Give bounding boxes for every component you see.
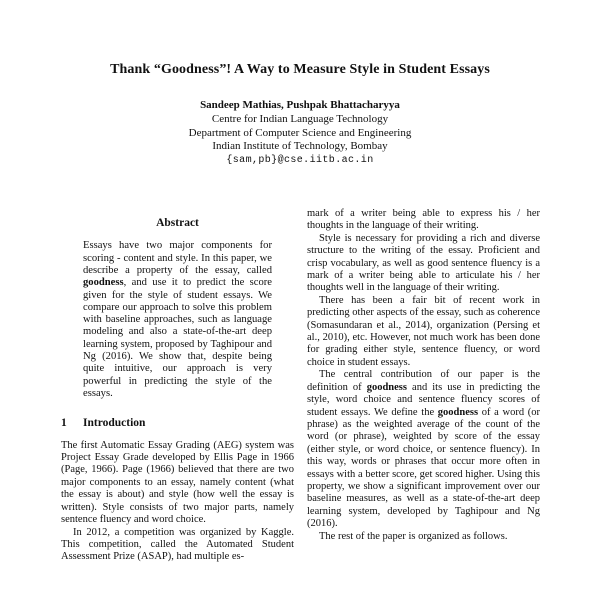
- right-column: [307, 208, 540, 543]
- section-title: Introduction: [83, 417, 146, 430]
- intro-paragraph-2: In 2012, a competition was organized by Kaggle. This competition, called the Automated Student Assessment Prize (ASAP), had multiple es-: [61, 526, 294, 563]
- body-paragraph-contribution: [307, 369, 540, 530]
- paper-title: Thank “Goodness”! A Way to Measure Style in Student Essays: [110, 62, 490, 77]
- body-paragraph-related-work: There has been a fair bit of recent work in predicting other aspects of the essay, such as coherence (Somasundaran et al., 2014), organization (Persing et al., 2010), etc. However, not much work has been done for grading either style, sentence fluency, or word choice in student essays.: [307, 294, 540, 368]
- intro-paragraph-1: The first Automatic Essay Grading (AEG) system was Project Essay Grade developed by Ellis Page in 1966 (Page, 1966). Page (1966) believed that there are two major components to an essay, namely content (what the essay is about) and style (how well the essay is written). Style consists of two major parts, namely sentence fluency and word choice.: [61, 439, 294, 526]
- body-paragraph-outline: The rest of the paper is organized as follows.: [319, 530, 508, 542]
- body-paragraph-continuation: mark of a writer being able to express his / her thoughts in the language of their writing.: [307, 208, 540, 232]
- paper-header: [0, 62, 600, 167]
- text-run: Essays have two major components for scoring - content and style. In this paper, we describe a property of the essay, called: [83, 240, 272, 276]
- text-run-bold: goodness: [83, 277, 124, 289]
- abstract-heading: Abstract: [156, 217, 199, 229]
- section-number: 1: [61, 417, 67, 430]
- affiliation-line: Centre for Indian Language Technology: [211, 113, 389, 125]
- affiliation-line: Indian Institute of Technology, Bombay: [212, 140, 388, 152]
- text-run: The central contribution of our paper is the definition of: [307, 369, 540, 393]
- body-paragraph-style: Style is necessary for providing a rich and diverse structure to the writing of the essay. Proficient and crisp vocabulary, as well as good sentence fluency is a mark of a writer being able to articulate his / her thoughts well in the language of their writing.: [307, 232, 540, 294]
- text-run-bold: goodness: [437, 406, 479, 418]
- text-run: , and use it to predict the score given for the style of student essays. We compare our approach to solve this problem with baseline approaches, such as language modeling and also a state-of-the-art deep learning system, proposed by Taghipour and Ng (2016). We show that, despite being quite intuitive, our approach is very powerful in predicting the style of the essays.: [83, 277, 272, 399]
- author-email: {sam,pb}@cse.iitb.ac.in: [226, 154, 374, 166]
- text-run-bold: goodness: [366, 381, 407, 393]
- abstract-paragraph: [83, 240, 272, 400]
- affiliation-line: Department of Computer Science and Engineering: [188, 126, 412, 139]
- text-run: of a word (or phrase) as the weighted average of the count of the word (or phrase), weighted by score of the essay (either style, or word choice, or sentence fluency). In this way, words or phrases that occur more often in essays with a better score, get scored higher. Using this property, we show a significant improvement over our baseline measures, as well as a state-of-the-art deep learning system, developed by Taghipour and Ng (2016).: [307, 406, 541, 530]
- section-heading-introduction: [61, 417, 294, 429]
- left-column: [61, 208, 294, 564]
- author-names: Sandeep Mathias, Pushpak Bhattacharyya: [200, 99, 400, 111]
- text-run: and its use in predicting the style, word choice and sentence fluency scores of student essays. We define the: [307, 381, 540, 418]
